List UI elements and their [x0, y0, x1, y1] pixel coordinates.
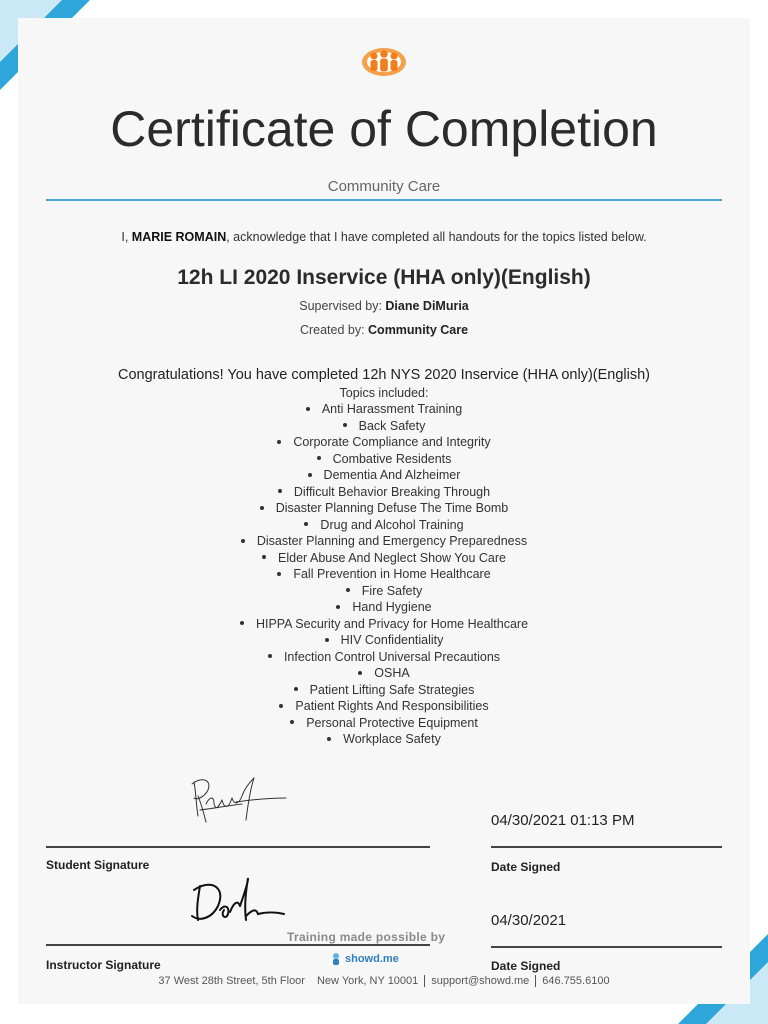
instructor-date-line: [491, 946, 722, 948]
footer-phone: 646.755.6100: [542, 975, 610, 987]
acknowledgement-text: [0, 229, 768, 245]
people-group-logo-icon: [360, 40, 408, 84]
list-item: Back Safety: [0, 418, 768, 435]
bullet-icon: [343, 423, 347, 427]
showdme-logo: [331, 950, 399, 968]
course-title: 12h LI 2020 Inservice (HHA only)(English): [177, 266, 591, 289]
created-label: Created by:: [299, 323, 369, 337]
footer-email[interactable]: support@showd.me: [431, 975, 530, 987]
bullet-icon: [260, 506, 264, 510]
bullet-icon: [294, 687, 298, 691]
list-item: Combative Residents: [0, 451, 768, 468]
student-date-line: [491, 846, 722, 848]
bullet-icon: [241, 539, 245, 543]
bullet-icon: [308, 473, 312, 477]
bullet-icon: [327, 737, 331, 741]
created-by: [0, 322, 768, 338]
bullet-icon: [346, 588, 350, 592]
footer-city: New York, NY 10001: [316, 975, 419, 987]
bullet-icon: [317, 456, 321, 460]
list-item: Patient Rights And Responsibilities: [0, 698, 768, 715]
supervised-by: [0, 298, 768, 314]
supervised-label: Supervised by:: [299, 299, 386, 313]
footer-contact: [0, 973, 768, 989]
list-item: Fall Prevention in Home Healthcare: [0, 566, 768, 583]
list-item: Personal Protective Equipment: [0, 715, 768, 732]
instructor-signature-label: Instructor Signature: [46, 958, 161, 972]
brand-name: showd.me: [345, 953, 399, 966]
bullet-icon: [277, 440, 281, 444]
student-date-label: Date Signed: [491, 860, 561, 874]
completion-message: Congratulations! You have completed 12h NYS 2020 Inservice (HHA only)(English): [118, 367, 650, 383]
bullet-icon: [277, 572, 281, 576]
showdme-logo-icon: [331, 952, 345, 966]
list-item: Difficult Behavior Breaking Through: [0, 484, 768, 501]
bullet-icon: [358, 671, 362, 675]
list-item: Patient Lifting Safe Strategies: [0, 682, 768, 699]
student-date-signed: 04/30/2021 01:13 PM: [491, 812, 635, 829]
list-item: Disaster Planning and Emergency Preparedness: [0, 533, 768, 550]
list-item: HIPPA Security and Privacy for Home Healthcare: [0, 616, 768, 633]
student-signature-line: [46, 846, 430, 848]
list-item: Dementia And Alzheimer: [0, 467, 768, 484]
supervisor-name: Diane DiMuria: [385, 299, 469, 313]
student-name: MARIE ROMAIN: [131, 230, 227, 244]
instructor-signature-image: [186, 876, 290, 926]
bullet-icon: [325, 638, 329, 642]
instructor-date-signed: 04/30/2021: [491, 912, 567, 929]
training-credit: Training made possible by: [287, 930, 446, 944]
list-item: Corporate Compliance and Integrity: [0, 434, 768, 451]
footer-address: 37 West 28th Street, 5th Floor: [158, 975, 305, 987]
footer-separator: [535, 975, 536, 987]
acknowledgement-prefix: I,: [121, 230, 132, 244]
bullet-icon: [290, 720, 294, 724]
list-item: Disaster Planning Defuse The Time Bomb: [0, 500, 768, 517]
instructor-signature-line: [46, 944, 430, 946]
footer-separator: [424, 975, 425, 987]
list-item: Fire Safety: [0, 583, 768, 600]
bullet-icon: [240, 621, 244, 625]
creator-name: Community Care: [368, 323, 469, 337]
header-divider: [46, 199, 722, 201]
student-signature-label: Student Signature: [46, 858, 150, 872]
bullet-icon: [278, 489, 282, 493]
instructor-date-label: Date Signed: [491, 959, 561, 973]
list-item: OSHA: [0, 665, 768, 682]
list-item: HIV Confidentiality: [0, 632, 768, 649]
list-item: Drug and Alcohol Training: [0, 517, 768, 534]
bullet-icon: [262, 555, 266, 559]
acknowledgement-suffix: , acknowledge that I have completed all handouts for the topics listed below.: [226, 230, 647, 244]
organization-name: Community Care: [327, 178, 441, 195]
bullet-icon: [268, 654, 272, 658]
bullet-icon: [306, 407, 310, 411]
certificate-title: Certificate of Completion: [110, 101, 658, 157]
bullet-icon: [279, 704, 283, 708]
list-item: Elder Abuse And Neglect Show You Care: [0, 550, 768, 567]
list-item: Anti Harassment Training: [0, 401, 768, 418]
student-signature-image: [186, 770, 290, 830]
list-item: Infection Control Universal Precautions: [0, 649, 768, 666]
list-item: Hand Hygiene: [0, 599, 768, 616]
topics-list: [0, 401, 768, 748]
bullet-icon: [336, 605, 340, 609]
bullet-icon: [304, 522, 308, 526]
list-item: Workplace Safety: [0, 731, 768, 748]
topics-label: Topics included:: [339, 386, 429, 400]
